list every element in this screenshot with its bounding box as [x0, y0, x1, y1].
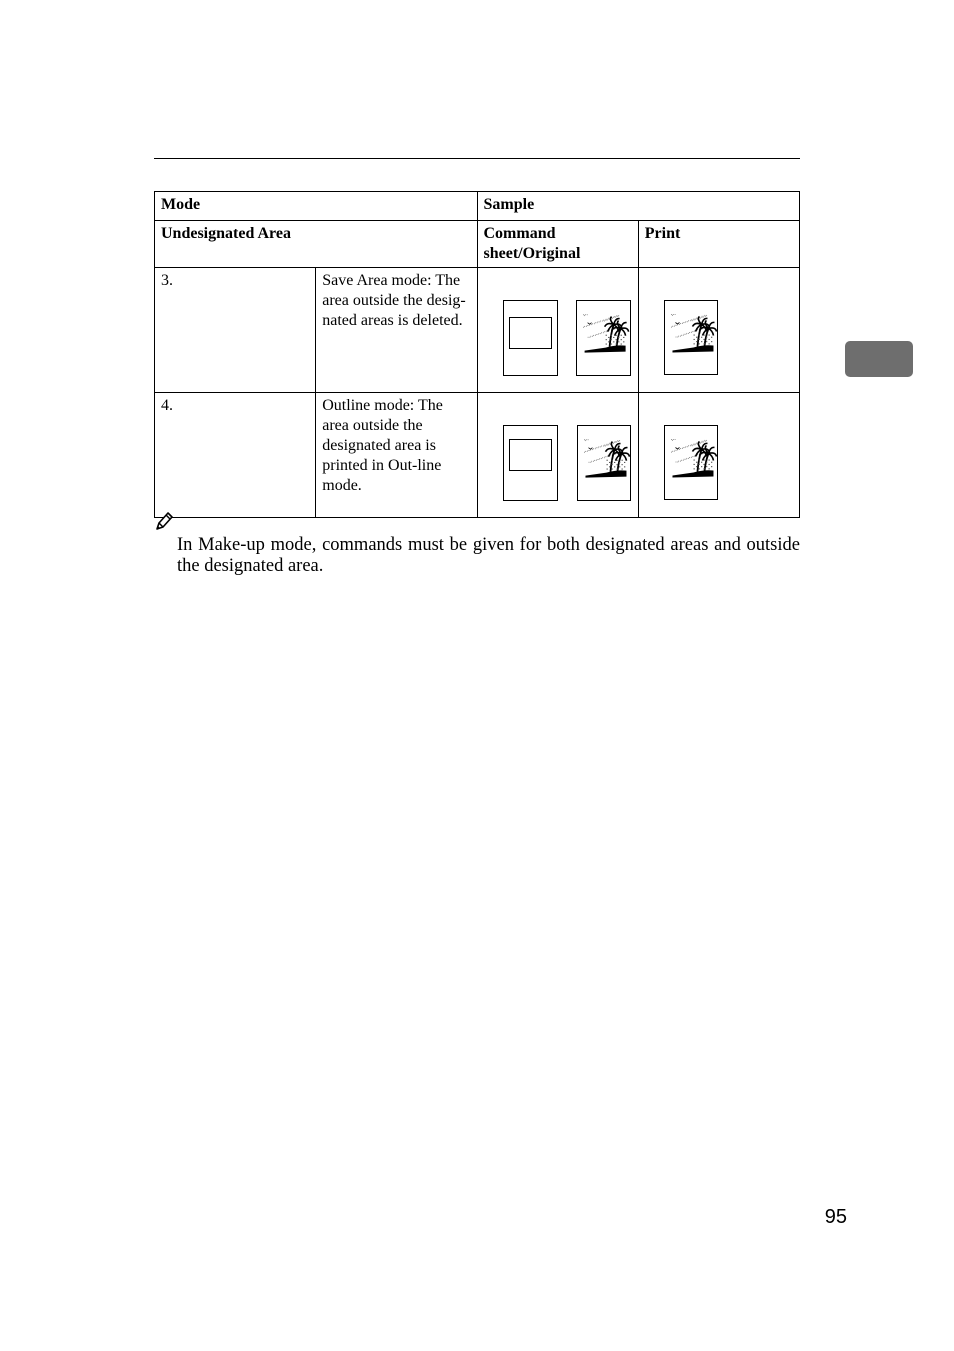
palm-beach-icon	[578, 426, 632, 502]
print-sample	[638, 268, 799, 393]
header-mode: Mode	[155, 192, 478, 221]
palm-beach-icon	[577, 301, 632, 377]
command-sheet-illustration	[503, 300, 558, 376]
header-command-sheet: Command sheet/Original	[477, 221, 638, 268]
page-number: 95	[824, 1206, 847, 1228]
palm-beach-icon	[665, 301, 719, 376]
chapter-tab-marker	[845, 341, 913, 377]
original-illustration	[576, 300, 631, 376]
header-undesignated-area: Undesignated Area	[155, 221, 478, 268]
header-rule	[154, 158, 800, 159]
original-illustration	[577, 425, 631, 501]
palm-beach-icon	[665, 426, 719, 501]
table-row	[155, 393, 800, 518]
row-number: 4.	[155, 393, 316, 518]
table-subheader-row	[155, 221, 800, 268]
print-illustration	[664, 300, 718, 375]
mode-table	[154, 191, 800, 518]
row-number: 3.	[155, 268, 316, 393]
designated-area-box	[509, 439, 552, 471]
table-row	[155, 268, 800, 393]
command-sheet-illustration	[503, 425, 558, 501]
note-text: In Make-up mode, commands must be given for both designated areas and outside the designated area.	[177, 535, 800, 576]
row-description: Outline mode: The area outside the designated area is printed in Out-line mode.	[316, 393, 477, 518]
header-sample: Sample	[477, 192, 800, 221]
pencil-note-icon	[154, 510, 174, 532]
header-print: Print	[638, 221, 799, 268]
print-illustration	[664, 425, 718, 500]
designated-area-box	[509, 317, 552, 349]
row-description: Save Area mode: The area outside the desig-nated areas is deleted.	[316, 268, 477, 393]
table-header-row	[155, 192, 800, 221]
print-sample	[638, 393, 799, 518]
command-sheet-sample	[477, 393, 638, 518]
command-sheet-sample	[477, 268, 638, 393]
